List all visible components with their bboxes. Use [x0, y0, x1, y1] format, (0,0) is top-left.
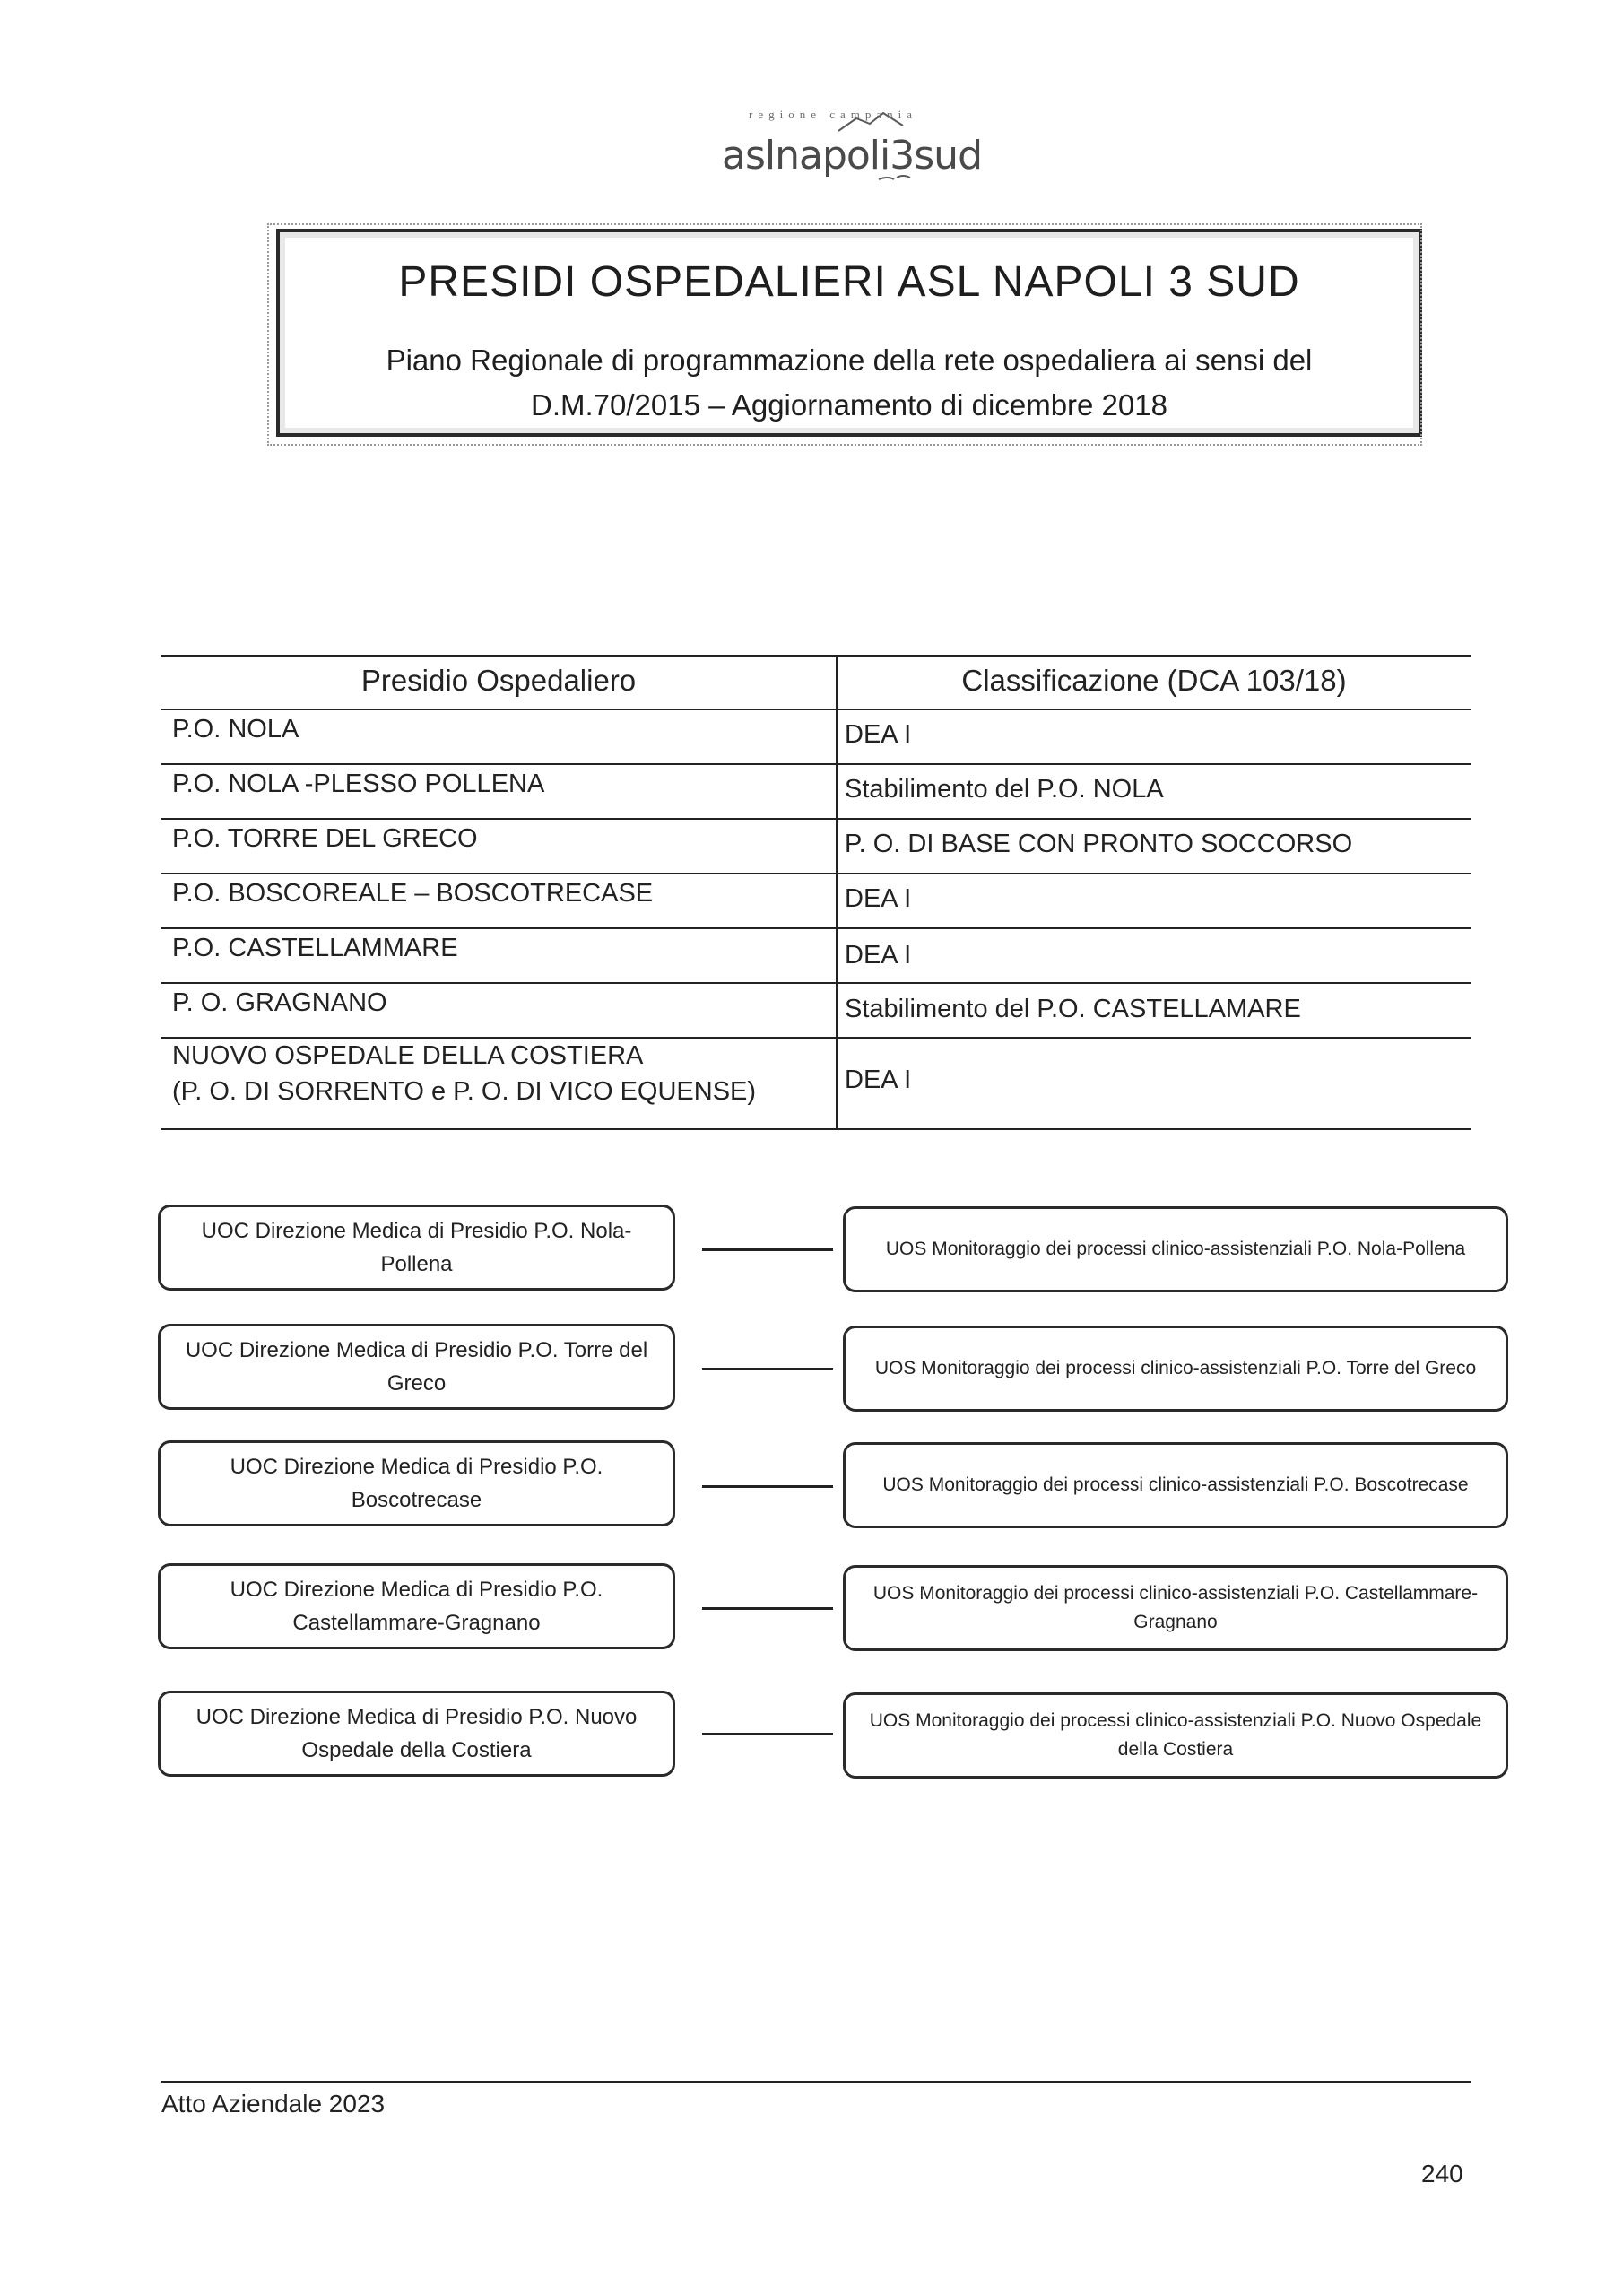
uoc-box-text: Greco: [386, 1371, 447, 1396]
logo-region-text: regione campania: [749, 108, 918, 121]
table-cell-classificazione: DEA I: [845, 941, 912, 970]
footer-rule: [161, 2081, 1471, 2083]
table-rule: [161, 1128, 1471, 1130]
connector-line: [702, 1368, 833, 1370]
table-cell-presidio: P.O. NOLA -PLESSO POLLENA: [172, 770, 545, 798]
connector-line: [702, 1733, 833, 1735]
uos-box-castellammare-gragnano: [843, 1565, 1508, 1651]
table-cell-presidio: NUOVO OSPEDALE DELLA COSTIERA: [172, 1041, 644, 1070]
table-cell-classificazione: DEA I: [845, 720, 912, 749]
page-title: PRESIDI OSPEDALIERI ASL NAPOLI 3 SUD: [398, 258, 1300, 306]
uos-box-torre-del-greco: [843, 1326, 1508, 1412]
table-column-divider: [836, 655, 838, 1130]
uos-box-text: UOS Monitoraggio dei processi clinico-assistenziali P.O. Boscotrecase: [882, 1474, 1469, 1495]
subtitle-line-2: D.M.70/2015 – Aggiornamento di dicembre 2018: [531, 388, 1167, 422]
uoc-box-text: Castellammare-Gragnano: [292, 1611, 541, 1635]
logo-brand-text: aslnapoli3sud: [722, 133, 982, 178]
page-subtitle: [334, 338, 1365, 428]
uoc-box-nola-pollena: [158, 1205, 675, 1291]
uoc-box-text: Pollena: [380, 1252, 453, 1276]
table-cell-presidio: P. O. GRAGNANO: [172, 988, 387, 1017]
table-cell-presidio-line2: (P. O. DI SORRENTO e P. O. DI VICO EQUENSE): [172, 1077, 757, 1106]
uos-box-text: della Costiera: [1117, 1739, 1234, 1760]
table-cell-classificazione: DEA I: [845, 1065, 912, 1094]
table-cell-classificazione: Stabilimento del P.O. NOLA: [845, 775, 1164, 804]
uoc-box-text: UOC Direzione Medica di Presidio P.O. Torre del: [185, 1338, 648, 1362]
connector-line: [702, 1248, 833, 1251]
uoc-box-text: Ospedale della Costiera: [301, 1738, 532, 1762]
table-cell-presidio: P.O. TORRE DEL GRECO: [172, 824, 478, 853]
uoc-box-text: UOC Direzione Medica di Presidio P.O. Nola-: [201, 1219, 632, 1243]
table-rule: [161, 763, 1471, 765]
table-header-presidio: Presidio Ospedaliero: [360, 664, 637, 697]
table-cell-presidio: P.O. NOLA: [172, 715, 299, 744]
table-header-classificazione: Classificazione (DCA 103/18): [961, 664, 1347, 697]
table-cell-presidio: P.O. BOSCOREALE – BOSCOTRECASE: [172, 879, 654, 908]
uos-box-text: UOS Monitoraggio dei processi clinico-assistenziali P.O. Nuovo Ospedale: [869, 1710, 1482, 1731]
table-cell-classificazione: P. O. DI BASE CON PRONTO SOCCORSO: [845, 830, 1353, 858]
uos-box-boscotrecase: [843, 1442, 1508, 1528]
table-cell-classificazione: Stabilimento del P.O. CASTELLAMARE: [845, 995, 1301, 1023]
uos-box-text: Gragnano: [1133, 1612, 1218, 1632]
asl-logo: [704, 106, 982, 191]
connector-line: [702, 1607, 833, 1610]
uoc-box-boscotrecase: [158, 1440, 675, 1526]
uoc-box-nuovo-ospedale-costiera: [158, 1691, 675, 1777]
uoc-box-text: UOC Direzione Medica di Presidio P.O. Nuovo: [195, 1705, 638, 1729]
uoc-box-text: Boscotrecase: [351, 1488, 482, 1512]
footer-document-title: Atto Aziendale 2023: [161, 2090, 386, 2118]
table-cell-presidio: P.O. CASTELLAMMARE: [172, 934, 458, 962]
uos-box-text: UOS Monitoraggio dei processi clinico-assistenziali P.O. Nola-Pollena: [885, 1239, 1466, 1259]
table-rule: [161, 927, 1471, 929]
table-cell-classificazione: DEA I: [845, 884, 912, 913]
uos-box-nola-pollena: [843, 1206, 1508, 1292]
table-rule: [161, 873, 1471, 874]
subtitle-line-1: Piano Regionale di programmazione della rete ospedaliera ai sensi del: [386, 344, 1313, 377]
title-box: [276, 229, 1422, 437]
presidi-table: [161, 655, 1471, 1130]
uos-box-nuovo-ospedale-costiera: [843, 1692, 1508, 1779]
uos-box-text: UOS Monitoraggio dei processi clinico-assistenziali P.O. Castellammare-: [872, 1583, 1479, 1604]
table-rule: [161, 982, 1471, 984]
page-number: 240: [1421, 2160, 1463, 2187]
uoc-box-text: UOC Direzione Medica di Presidio P.O.: [230, 1578, 603, 1602]
table-rule: [161, 709, 1471, 710]
connector-line: [702, 1485, 833, 1488]
uoc-box-torre-del-greco: [158, 1324, 675, 1410]
uoc-box-text: UOC Direzione Medica di Presidio P.O.: [230, 1455, 603, 1479]
table-rule: [161, 818, 1471, 820]
table-rule: [161, 655, 1471, 657]
uoc-box-castellammare-gragnano: [158, 1563, 675, 1649]
uos-box-text: UOS Monitoraggio dei processi clinico-assistenziali P.O. Torre del Greco: [874, 1358, 1477, 1378]
